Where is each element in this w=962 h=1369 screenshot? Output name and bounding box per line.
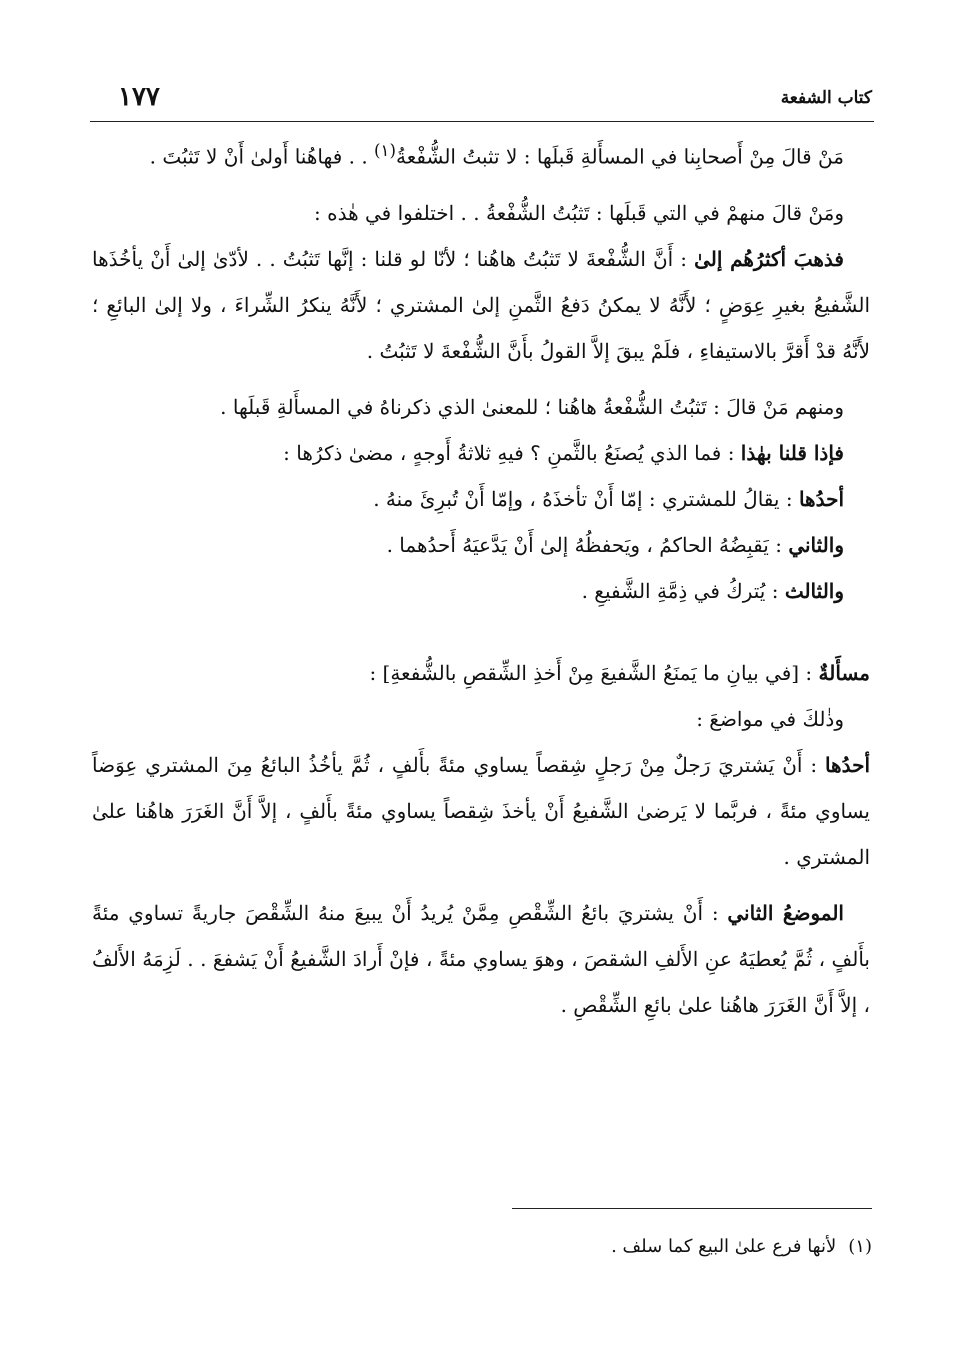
paragraph — [92, 236, 870, 374]
paragraph — [92, 430, 870, 476]
paragraph-lead: والثالث — [784, 578, 844, 603]
paragraph-lead: والثاني — [788, 532, 844, 557]
paragraph-text: . . فهاهُنا أَولىٰ أَنْ لا تَثبُتَ . — [149, 144, 368, 169]
paragraph-text: : يُتركُ في ذِمَّةِ الشَّفيعِ . — [581, 578, 779, 603]
paragraph-text: : أَنْ يَشتريَ رَجلٌ مِنْ رَجلٍ شِقصاً يساوي مئةً بأَلفٍ ، ثُمَّ يأخُذُ البائعُ مِنَ المشتري عِوَضاً يساوي مئةً ، فربَّما لا يَرضىٰ الشَّفيعُ أَنْ يأخذَ شِقصاً يساوي مئةً بأَلفٍ ، إلاَّ أَنَّ الغَرَرَ هاهُنا علىٰ المشتري . — [92, 752, 870, 869]
paragraph — [92, 190, 870, 236]
footnote-marker: (١) — [374, 141, 396, 160]
paragraph-text: : أَنْ يشتريَ بائعُ الشِّقْصِ مِمَّنْ يُريدُ أَنْ يبيعَ منهُ الشِّقْصَ جاريةً تساوي مئةً بأَلفٍ ، ثُمَّ يُعطيَهُ عنِ الأَلفِ الشقصَ ، وهوَ يساوي مئةً ، فإنْ أَرادَ الشَّفيعُ أَنْ يَشفعَ . . لَزِمَهُ الأَلفُ ، إلاَّ أَنَّ الغَرَرَ هاهُنا علىٰ بائعِ الشِّقْصِ . — [92, 900, 870, 1017]
paragraph-text: وذٰلكَ في مواضعَ : — [696, 706, 844, 731]
header-rule — [90, 121, 874, 122]
footnote-text: لأنها فرع علىٰ البيع كما سلف . — [611, 1236, 837, 1257]
paragraph — [92, 128, 870, 180]
paragraph — [92, 890, 870, 1028]
footnote-number: (١) — [848, 1236, 872, 1257]
footnote-rule — [512, 1208, 872, 1209]
paragraph-lead: أحدُها — [824, 752, 870, 777]
section-heading: مسأَلةٌ — [818, 660, 870, 685]
paragraph — [92, 742, 870, 880]
footnotes — [90, 1236, 872, 1257]
page-number: ١٧٧ — [118, 82, 160, 112]
paragraph-lead: فذهبَ أكثرُهُم إلىٰ — [694, 246, 844, 271]
paragraph-text: : يقالُ للمشتري : إمّا أَنْ تأخذَهُ ، وإمّا أَنْ تُبرِئَ منهُ . — [373, 486, 793, 511]
paragraph-text: : أَنَّ الشُّفْعةَ لا تَثبُتُ هاهُنا ؛ لأنّا لو قلنا : إنَّها تَثبُتُ . . لأدّىٰ إلىٰ أَنْ يأخُذَها الشَّفيعُ بغيرِ عِوَضٍ ؛ لأَنَّهُ لا يمكنُ دَفعُ الثَّمنِ إلىٰ المشتري ؛ لأَنَّهُ ينكرُ الشِّراءَ ، ولا إلىٰ البائعِ ؛ لأَنَّهُ قدْ أَقرَّ بالاستيفاءِ ، فلَمْ يبقَ إلاَّ القولُ بأَنَّ الشُّفْعةَ لا تَثبُتُ . — [92, 246, 870, 363]
paragraph — [92, 384, 870, 430]
paragraph-text: : يَقبِضُهُ الحاكمُ ، ويَحفظُهُ إلىٰ أَنْ يَدَّعيَهُ أَحدُهما . — [386, 532, 782, 557]
paragraph-text: : فما الذي يُصنَعُ بالثَّمنِ ؟ فيهِ ثلاثةُ أَوجهٍ ، مضىٰ ذكرُها : — [283, 440, 735, 465]
main-text — [92, 128, 870, 1028]
header-title: كتاب الشفعة — [780, 88, 872, 108]
paragraph-lead: فإذا قلنا بهٰذا — [740, 440, 844, 465]
paragraph-text: مَنْ قالَ مِنْ أَصحابِنا في المسأَلةِ قَبلَها : لا تثبتُ الشُّفْعةُ — [396, 144, 844, 169]
paragraph — [92, 476, 870, 522]
paragraph — [92, 696, 870, 742]
paragraph — [92, 568, 870, 614]
paragraph-text: ومنهم مَنْ قالَ : تَثبُتُ الشُّفْعةُ هاهُنا ؛ للمعنىٰ الذي ذكرناهُ في المسأَلةِ قَبلَها . — [220, 394, 844, 419]
paragraph — [92, 650, 870, 696]
paragraph-lead: الموضعُ الثاني — [727, 900, 844, 925]
running-header — [90, 82, 872, 116]
footnote — [90, 1236, 872, 1257]
paragraph — [92, 522, 870, 568]
paragraph-text: : [في بيانِ ما يَمنَعُ الشَّفيعَ مِنْ أَخذِ الشِّقصِ بالشُّفعةِ] : — [369, 660, 813, 685]
paragraph-lead: أحدُها — [798, 486, 844, 511]
paragraph-text: ومَنْ قالَ منهمْ في التي قَبلَها : تَثبُتُ الشُّفْعةُ . . اختلفوا في هٰذه : — [314, 200, 844, 225]
